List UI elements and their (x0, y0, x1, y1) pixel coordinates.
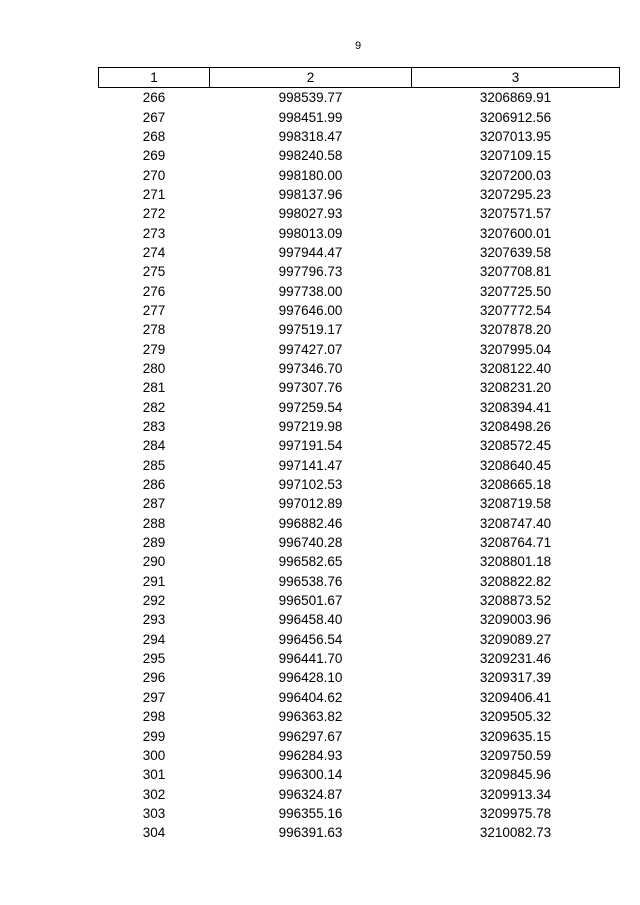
x-coordinate-cell: 996300.14 (278, 767, 343, 783)
y-coordinate-cell: 3208572.45 (479, 438, 552, 454)
point-number-cell: 273 (142, 225, 166, 241)
table-header (99, 68, 620, 88)
table-row (99, 823, 620, 842)
table-row (99, 243, 620, 262)
point-number-cell: 302 (142, 786, 166, 802)
y-coordinate-cell: 3207295.23 (479, 186, 552, 202)
y-coordinate-cell: 3209231.46 (479, 651, 552, 667)
point-number-cell: 269 (142, 148, 166, 164)
point-number-cell: 285 (142, 457, 166, 473)
point-number-cell: 274 (142, 244, 166, 260)
table-row (99, 572, 620, 591)
point-number-cell: 267 (142, 109, 166, 125)
y-coordinate-cell: 3207639.58 (479, 244, 552, 260)
table-row (99, 398, 620, 417)
x-coordinate-cell: 996391.63 (278, 825, 343, 841)
column-header-3: 3 (412, 68, 620, 88)
table-row (99, 301, 620, 320)
x-coordinate-cell: 997102.53 (278, 477, 343, 493)
table-row (99, 417, 620, 436)
y-coordinate-cell: 3209975.78 (479, 805, 552, 821)
point-number-cell: 296 (142, 670, 166, 686)
point-number-cell: 278 (142, 322, 166, 338)
table-row (99, 339, 620, 358)
y-coordinate-cell: 3206912.56 (479, 109, 552, 125)
x-coordinate-cell: 996882.46 (278, 515, 343, 531)
y-coordinate-cell: 3209635.15 (479, 728, 552, 744)
table-row (99, 552, 620, 571)
y-coordinate-cell: 3207109.15 (479, 148, 552, 164)
table-row (99, 185, 620, 204)
header-row (99, 68, 620, 88)
point-number-cell: 280 (142, 360, 166, 376)
x-coordinate-cell: 998027.93 (278, 206, 343, 222)
x-coordinate-cell: 996404.62 (278, 689, 343, 705)
y-coordinate-cell: 3208822.82 (479, 573, 552, 589)
x-coordinate-cell: 998318.47 (278, 128, 343, 144)
point-number-cell: 282 (142, 399, 166, 415)
table-row (99, 746, 620, 765)
point-number-cell: 290 (142, 554, 166, 570)
column-header-1: 1 (99, 68, 210, 88)
x-coordinate-cell: 997796.73 (278, 264, 343, 280)
y-coordinate-cell: 3207772.54 (479, 302, 552, 318)
point-number-cell: 300 (142, 747, 166, 763)
column-header-2: 2 (210, 68, 412, 88)
x-coordinate-cell: 996456.54 (278, 631, 343, 647)
y-coordinate-cell: 3207995.04 (479, 341, 552, 357)
y-coordinate-cell: 3208122.40 (479, 360, 552, 376)
x-coordinate-cell: 996740.28 (278, 535, 343, 551)
point-number-cell: 283 (142, 419, 166, 435)
x-coordinate-cell: 998240.58 (278, 148, 343, 164)
y-coordinate-cell: 3208231.20 (479, 380, 552, 396)
point-number-cell: 291 (142, 573, 166, 589)
table-row (99, 668, 620, 687)
table-row (99, 456, 620, 475)
point-number-cell: 303 (142, 805, 166, 821)
point-number-cell: 281 (142, 380, 166, 396)
x-coordinate-cell: 998451.99 (278, 109, 343, 125)
point-number-cell: 286 (142, 477, 166, 493)
y-coordinate-cell: 3209505.32 (479, 709, 552, 725)
x-coordinate-cell: 996324.87 (278, 786, 343, 802)
x-coordinate-cell: 996501.67 (278, 593, 343, 609)
point-number-cell: 270 (142, 167, 166, 183)
x-coordinate-cell: 997519.17 (278, 322, 343, 338)
point-number-cell: 304 (142, 825, 166, 841)
table-row (99, 726, 620, 745)
x-coordinate-cell: 998013.09 (278, 225, 343, 241)
y-coordinate-cell: 3207013.95 (479, 128, 552, 144)
table-row (99, 765, 620, 784)
y-coordinate-cell: 3208764.71 (479, 535, 552, 551)
point-number-cell: 266 (142, 90, 166, 106)
point-number-cell: 277 (142, 302, 166, 318)
point-number-cell: 301 (142, 767, 166, 783)
table-row (99, 688, 620, 707)
x-coordinate-cell: 997646.00 (278, 302, 343, 318)
table-row (99, 320, 620, 339)
point-number-cell: 276 (142, 283, 166, 299)
x-coordinate-cell: 996441.70 (278, 651, 343, 667)
point-number-cell: 272 (142, 206, 166, 222)
point-number-cell: 298 (142, 709, 166, 725)
table-row (99, 204, 620, 223)
table-row (99, 436, 620, 455)
x-coordinate-cell: 996363.82 (278, 709, 343, 725)
x-coordinate-cell: 996297.67 (278, 728, 343, 744)
table-row (99, 223, 620, 242)
y-coordinate-cell: 3208873.52 (479, 593, 552, 609)
y-coordinate-cell: 3208801.18 (479, 554, 552, 570)
table-row (99, 494, 620, 513)
y-coordinate-cell: 3208665.18 (479, 477, 552, 493)
point-number-cell: 287 (142, 496, 166, 512)
table-row (99, 281, 620, 300)
point-number-cell: 279 (142, 341, 166, 357)
y-coordinate-cell: 3209845.96 (479, 767, 552, 783)
y-coordinate-cell: 3208640.45 (479, 457, 552, 473)
table-body (99, 88, 620, 843)
x-coordinate-cell: 997141.47 (278, 457, 343, 473)
y-coordinate-cell: 3208747.40 (479, 515, 552, 531)
y-coordinate-cell: 3209003.96 (479, 612, 552, 628)
table-row (99, 533, 620, 552)
point-number-cell: 288 (142, 515, 166, 531)
table-row (99, 591, 620, 610)
x-coordinate-cell: 997427.07 (278, 341, 343, 357)
y-coordinate-cell: 3209406.41 (479, 689, 552, 705)
x-coordinate-cell: 996538.76 (278, 573, 343, 589)
table-row (99, 784, 620, 803)
table-row (99, 88, 620, 108)
x-coordinate-cell: 997219.98 (278, 419, 343, 435)
y-coordinate-cell: 3209089.27 (479, 631, 552, 647)
y-coordinate-cell: 3207600.01 (479, 225, 552, 241)
x-coordinate-cell: 997012.89 (278, 496, 343, 512)
y-coordinate-cell: 3208394.41 (479, 399, 552, 415)
x-coordinate-cell: 998180.00 (278, 167, 343, 183)
table-row (99, 707, 620, 726)
point-number-cell: 289 (142, 535, 166, 551)
y-coordinate-cell: 3207571.57 (479, 206, 552, 222)
x-coordinate-cell: 997259.54 (278, 399, 343, 415)
y-coordinate-cell: 3208719.58 (479, 496, 552, 512)
x-coordinate-cell: 997346.70 (278, 360, 343, 376)
table-row (99, 514, 620, 533)
point-number-cell: 299 (142, 728, 166, 744)
x-coordinate-cell: 996428.10 (278, 670, 343, 686)
table-row (99, 165, 620, 184)
y-coordinate-cell: 3207725.50 (479, 283, 552, 299)
point-number-cell: 294 (142, 631, 166, 647)
table-row (99, 107, 620, 126)
y-coordinate-cell: 3207200.03 (479, 167, 552, 183)
y-coordinate-cell: 3209750.59 (479, 747, 552, 763)
table-row (99, 610, 620, 629)
y-coordinate-cell: 3209317.39 (479, 670, 552, 686)
x-coordinate-cell: 996458.40 (278, 612, 343, 628)
x-coordinate-cell: 998137.96 (278, 186, 343, 202)
coordinates-table (98, 67, 620, 842)
x-coordinate-cell: 996284.93 (278, 747, 343, 763)
x-coordinate-cell: 996582.65 (278, 554, 343, 570)
table-row (99, 262, 620, 281)
x-coordinate-cell: 997944.47 (278, 244, 343, 260)
table-row (99, 649, 620, 668)
table-row (99, 804, 620, 823)
y-coordinate-cell: 3210082.73 (479, 825, 552, 841)
table-row (99, 378, 620, 397)
point-number-cell: 295 (142, 651, 166, 667)
point-number-cell: 297 (142, 689, 166, 705)
point-number-cell: 284 (142, 438, 166, 454)
table-row (99, 630, 620, 649)
page-number: 9 (354, 40, 362, 52)
x-coordinate-cell: 998539.77 (278, 90, 343, 106)
point-number-cell: 293 (142, 612, 166, 628)
y-coordinate-cell: 3207878.20 (479, 322, 552, 338)
table-row (99, 359, 620, 378)
point-number-cell: 292 (142, 593, 166, 609)
x-coordinate-cell: 996355.16 (278, 805, 343, 821)
x-coordinate-cell: 997738.00 (278, 283, 343, 299)
point-number-cell: 275 (142, 264, 166, 280)
point-number-cell: 271 (142, 186, 166, 202)
table-row (99, 475, 620, 494)
point-number-cell: 268 (142, 128, 166, 144)
y-coordinate-cell: 3206869.91 (479, 90, 552, 106)
y-coordinate-cell: 3209913.34 (479, 786, 552, 802)
table-row (99, 127, 620, 146)
y-coordinate-cell: 3208498.26 (479, 419, 552, 435)
x-coordinate-cell: 997191.54 (278, 438, 343, 454)
table-row (99, 146, 620, 165)
y-coordinate-cell: 3207708.81 (479, 264, 552, 280)
x-coordinate-cell: 997307.76 (278, 380, 343, 396)
